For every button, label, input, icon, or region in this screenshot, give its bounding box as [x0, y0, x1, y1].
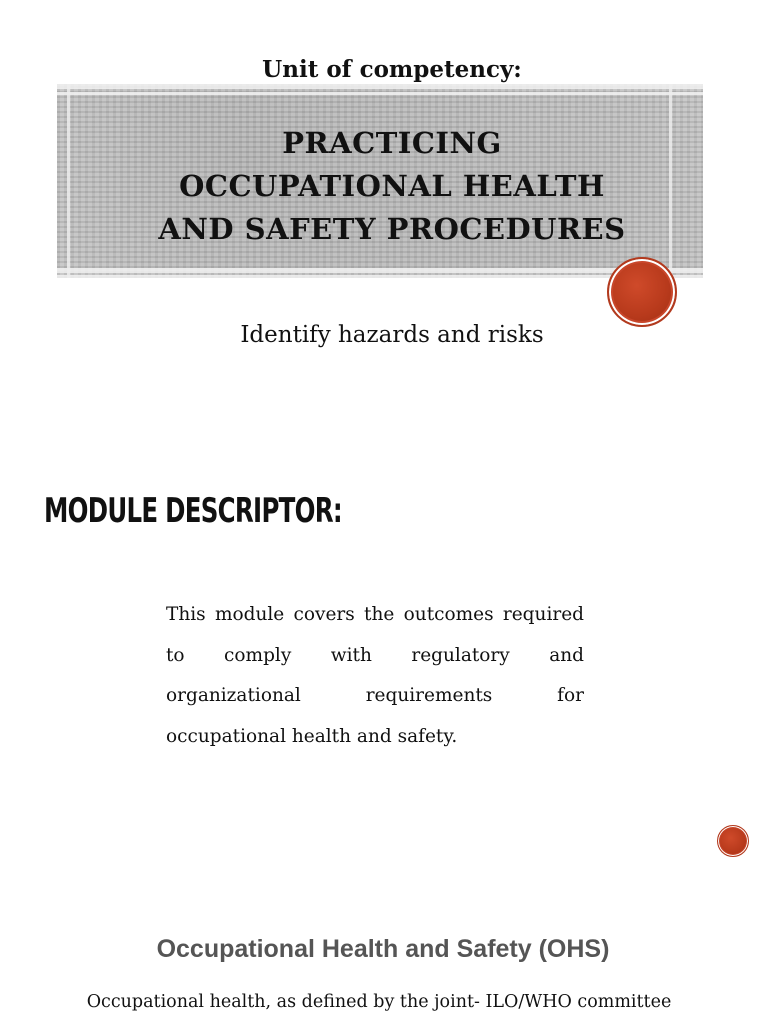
banner-top-stripe [57, 84, 703, 89]
banner-bottom-stripe-2 [57, 275, 703, 278]
banner-top-stripe-2 [57, 92, 703, 95]
title-line-3: AND SAFETY PROCEDURES [158, 212, 626, 246]
red-circle-decoration-small [717, 825, 749, 857]
banner-bottom-stripe [57, 268, 703, 273]
module-descriptor-body: This module covers the outcomes required to comply with regulatory and organizational requirements for occupational health and safety. [166, 604, 584, 747]
slide-title [57, 122, 703, 251]
title-banner [57, 84, 703, 278]
unit-of-competency-label: Unit of competency: [262, 56, 522, 83]
module-descriptor-heading: MODULE DESCRIPTOR: [44, 491, 342, 531]
title-line-2: OCCUPATIONAL HEALTH [179, 169, 605, 203]
title-line-1: PRACTICING [282, 126, 502, 160]
ohs-heading: Occupational Health and Safety (OHS) [156, 935, 610, 963]
slide-subtitle: Identify hazards and risks [240, 322, 544, 348]
red-circle-decoration [607, 257, 677, 327]
ohs-definition-text: Occupational health, as defined by the joint- ILO/WHO committee [86, 992, 672, 1012]
